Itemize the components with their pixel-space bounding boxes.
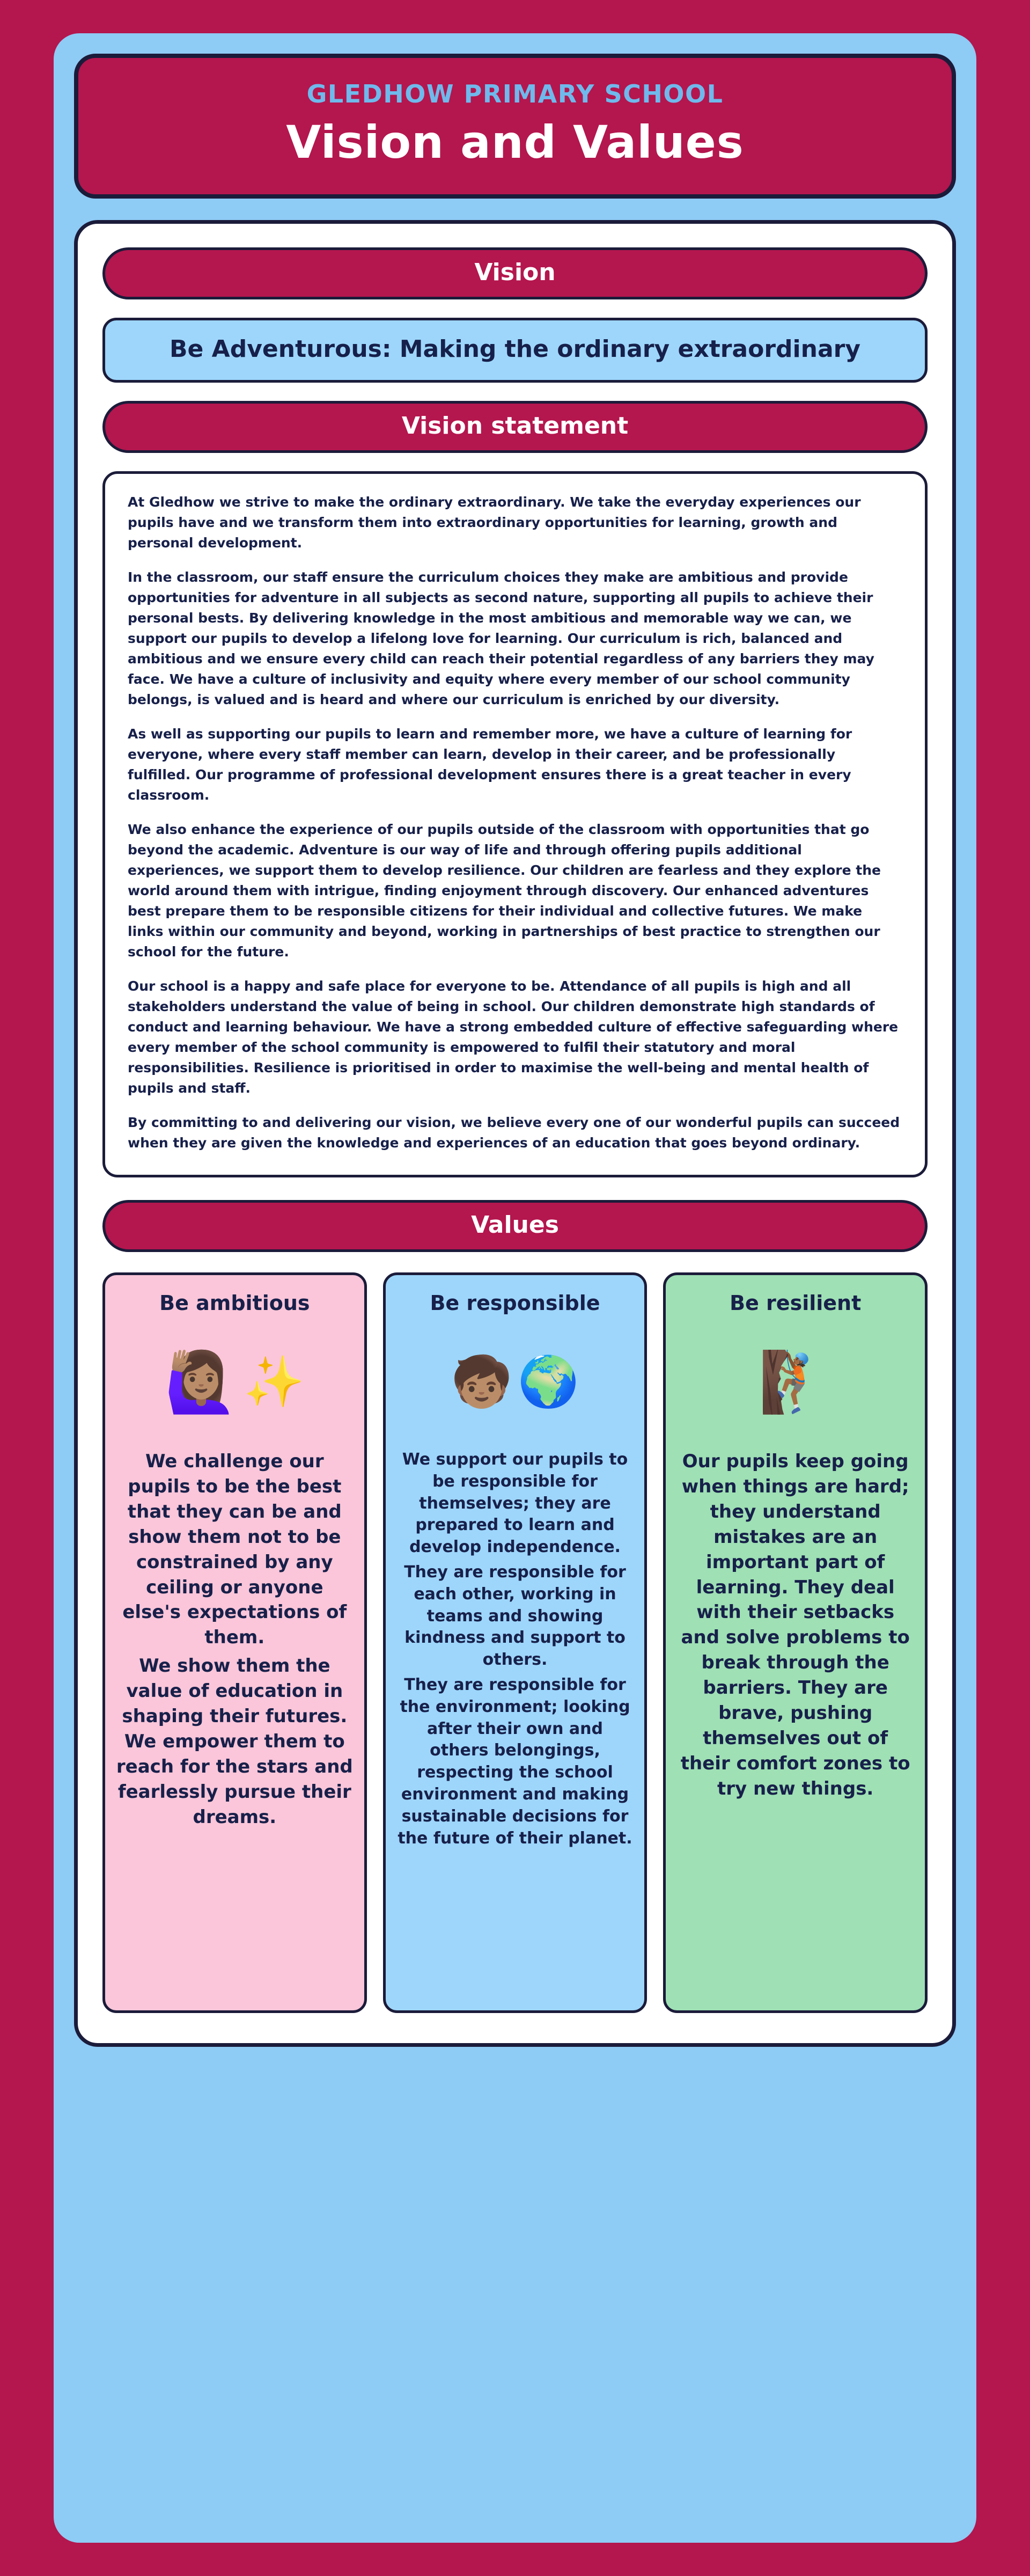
hands-holding-earth-illustration: 🌍 [518,1353,579,1410]
value-paragraph: They are responsible for each other, working in teams and showing kindness and support to others. [404,1562,626,1670]
vision-heading: Vision [102,247,928,299]
vision-strapline: Be Adventurous: Making the ordinary extraordinary [102,318,928,383]
value-title: Be responsible [430,1291,600,1315]
value-card-be-resilient [663,1272,928,2013]
value-text [396,1449,634,1849]
pupil-climbing-illustration: 🧗🏾 [759,1348,833,1416]
value-paragraph: We show them the value of education in shaping their futures. We empower them to reach for the stars and fearlessly pursue their dreams. [116,1655,353,1828]
value-text [676,1449,914,1802]
value-card-be-ambitious [102,1272,367,2013]
vision-statement-paragraph: In the classroom, our staff ensure the curriculum choices they make are ambitious and provide opportunities for adventure in all subjects as second nature, supporting all pupils to achieve their personal bests. By delivering knowledge in the most ambitious and memorable way we can, we support our pupils to develop a lifelong love for learning. Our curriculum is rich, balanced and ambitious and we ensure every child can reach their potential regardless of any barriers they may face. We have a culture of inclusivity and equity where every member of our school community belongs, is valued and is heard and where our curriculum is enriched by our diversity. [128,569,874,707]
value-card-be-responsible [383,1272,648,2013]
vision-statement-body [102,471,928,1177]
vision-statement-paragraph: By committing to and delivering our vision, we believe every one of our wonderful pupils can succeed when they are given the knowledge and experiences of an education that goes beyond ordinary. [128,1115,900,1151]
value-paragraph: They are responsible for the environment; looking after their own and others belongings, respecting the school environment and making sustainable decisions for the future of their planet. [398,1675,632,1848]
page-title: Vision and Values [286,116,744,169]
vision-statement-paragraph: We also enhance the experience of our pupils outside of the classroom with opportunities that go beyond the academic. Adventure is our way of life and through offering pupils additional experiences, we support them to develop resilience. Our children are fearless and they explore the world around them with intrigue, finding enjoyment through discovery. Our enhanced adventures best prepare them to be responsible citizens for their individual and collective futures. We make links within our community and beyond, working in partnerships of best practice to strengthen our school for the future. [128,822,881,960]
vision-statement-paragraph: As well as supporting our pupils to learn and remember more, we have a culture of learning for everyone, where every staff member can learn, develop in their career, and be professionally fulfilled. Our programme of professional development ensures there is a great teacher in every classroom. [128,726,852,803]
school-name: GLEDHOW PRIMARY SCHOOL [306,79,724,108]
children-helping-illustration: 🧒🏽 [451,1353,512,1410]
pupil-raising-fist-illustration: 🙋🏽‍♀️ ✨ [164,1348,305,1416]
value-paragraph: We challenge our pupils to be the best that they can be and show them not to be constrained by any ceiling or anyone else's expectations of them. [122,1451,347,1649]
value-paragraph: Our pupils keep going when things are hard; they understand mistakes are an important part of learning. They deal with their setbacks and solve problems to break through the barriers. They are brave, pushing themselves out of their comfort zones to try new things. [680,1451,910,1799]
value-paragraph: We support our pupils to be responsible for themselves; they are prepared to learn and develop independence. [402,1450,628,1557]
value-text [116,1449,354,1830]
value-title: Be ambitious [159,1291,310,1315]
value-title: Be resilient [730,1291,862,1315]
values-heading: Values [102,1200,928,1252]
poster-frame [54,33,976,2543]
vision-statement-heading: Vision statement [102,401,928,453]
vision-statement-paragraph: At Gledhow we strive to make the ordinary extraordinary. We take the everyday experiences our pupils have and we transform them into extraordinary opportunities for learning, growth and personal development. [128,494,861,551]
values-row [102,1272,928,2013]
vision-statement-paragraph: Our school is a happy and safe place for everyone to be. Attendance of all pupils is high and all stakeholders understand the value of being in school. Our children demonstrate high standards of conduct and learning behaviour. We have a strong embedded culture of effective safeguarding where every member of the school community is empowered to fulfil their statutory and moral responsibilities. Resilience is prioritised in order to maximise the well-being and mental health of pupils and staff. [128,978,899,1096]
body-panel [74,220,956,2047]
header-card [74,54,956,199]
